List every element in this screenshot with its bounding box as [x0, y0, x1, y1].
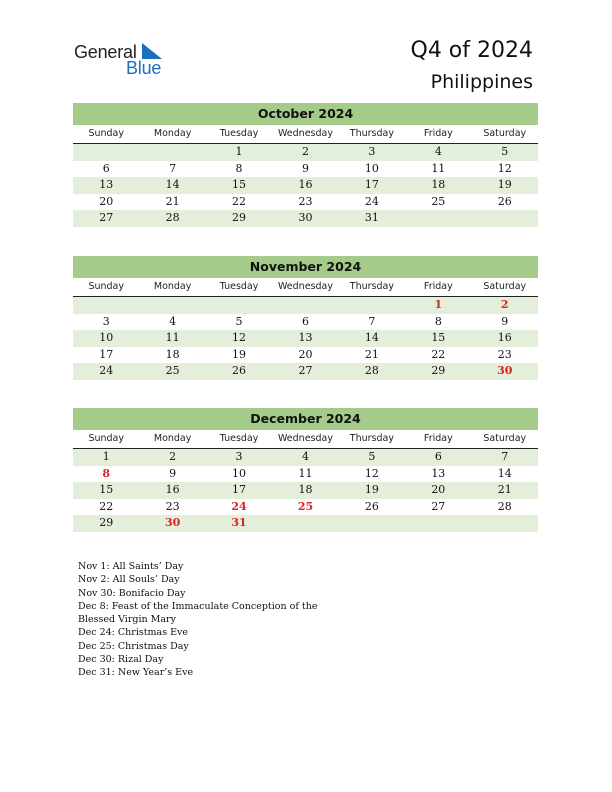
day-cell: 7 [169, 161, 177, 175]
day-cell: 16 [165, 483, 180, 496]
weekday-label: Friday [423, 281, 453, 292]
day-cell: 18 [431, 178, 446, 191]
week-row [73, 144, 538, 161]
weekday-label: Tuesday [219, 281, 259, 292]
empty-day-cell [339, 297, 405, 314]
empty-day-cell [139, 297, 205, 314]
day-cell: 17 [364, 178, 379, 191]
holiday-note: Dec 25: Christmas Day [78, 640, 189, 652]
day-cell: 8 [434, 314, 442, 328]
week-row [73, 161, 538, 178]
day-cell: 2 [301, 145, 309, 158]
day-cell: 30 [164, 516, 181, 529]
holiday-note: Nov 30: Bonifacio Day [78, 587, 186, 599]
day-cell: 12 [497, 161, 512, 175]
day-cell: 23 [165, 499, 180, 513]
weeks [73, 144, 538, 227]
weekday-label: Monday [153, 128, 192, 139]
day-cell: 6 [102, 161, 110, 175]
day-cell: 3 [235, 450, 243, 463]
weekday-label: Monday [153, 433, 192, 444]
weekday-header-row [73, 125, 538, 144]
weekday-label: Thursday [349, 128, 394, 139]
empty-day-cell [472, 210, 538, 227]
day-cell: 9 [169, 466, 177, 480]
weekday-label: Wednesday [277, 128, 333, 139]
logo [74, 42, 174, 78]
day-cell: 4 [301, 450, 309, 463]
day-cell: 28 [497, 499, 512, 513]
empty-day-cell [339, 515, 405, 532]
week-row [73, 347, 538, 364]
day-cell: 1 [434, 298, 443, 311]
weeks [73, 297, 538, 380]
day-cell: 8 [102, 466, 111, 480]
day-cell: 25 [431, 194, 446, 208]
logo-text-general: General [74, 42, 137, 62]
weekday-label: Sunday [88, 433, 124, 444]
empty-day-cell [405, 515, 471, 532]
month-header: October 2024 [73, 103, 538, 125]
day-cell: 27 [99, 211, 114, 224]
day-cell: 14 [497, 466, 512, 480]
day-cell: 4 [434, 145, 442, 158]
day-cell: 13 [99, 178, 114, 191]
month-header: December 2024 [73, 408, 538, 430]
day-cell: 15 [99, 483, 114, 496]
page-title: Q4 of 2024 [410, 38, 533, 63]
week-row [73, 297, 538, 314]
day-cell: 24 [364, 194, 379, 208]
day-cell: 15 [232, 178, 247, 191]
day-cell: 13 [298, 331, 313, 344]
day-cell: 28 [165, 211, 180, 224]
week-row [73, 499, 538, 516]
weekday-label: Tuesday [219, 433, 259, 444]
weekday-header-row [73, 278, 538, 297]
day-cell: 17 [232, 483, 247, 496]
day-cell: 25 [165, 364, 180, 377]
day-cell: 12 [364, 466, 379, 480]
weekday-label: Friday [423, 128, 453, 139]
day-cell: 5 [368, 450, 376, 463]
weeks [73, 449, 538, 532]
day-cell: 5 [235, 314, 243, 328]
day-cell: 22 [431, 347, 446, 361]
empty-day-cell [206, 297, 272, 314]
empty-day-cell [272, 515, 338, 532]
day-cell: 26 [232, 364, 247, 377]
day-cell: 4 [169, 314, 177, 328]
day-cell: 26 [497, 194, 512, 208]
day-cell: 11 [431, 161, 446, 175]
day-cell: 30 [497, 364, 513, 377]
day-cell: 19 [232, 347, 247, 361]
day-cell: 21 [364, 347, 379, 361]
day-cell: 14 [165, 178, 180, 191]
day-cell: 8 [235, 161, 243, 175]
weekday-header-row [73, 430, 538, 449]
day-cell: 5 [501, 145, 509, 158]
day-cell: 13 [431, 466, 446, 480]
day-cell: 25 [297, 499, 314, 513]
day-cell: 20 [298, 347, 313, 361]
weekday-label: Thursday [349, 433, 394, 444]
weekday-label: Sunday [88, 128, 124, 139]
day-cell: 20 [99, 194, 114, 208]
day-cell: 20 [431, 483, 446, 496]
day-cell: 28 [364, 364, 379, 377]
week-row [73, 194, 538, 211]
week-row [73, 330, 538, 347]
weekday-label: Friday [423, 433, 453, 444]
weekday-label: Tuesday [219, 128, 259, 139]
day-cell: 29 [431, 364, 446, 377]
month-december [73, 408, 538, 532]
day-cell: 6 [301, 314, 309, 328]
weekday-label: Thursday [349, 281, 394, 292]
holiday-note: Dec 30: Rizal Day [78, 654, 164, 666]
day-cell: 22 [99, 499, 114, 513]
day-cell: 21 [497, 483, 512, 496]
week-row [73, 177, 538, 194]
day-cell: 24 [99, 364, 114, 377]
day-cell: 24 [231, 499, 247, 513]
day-cell: 3 [368, 145, 376, 158]
week-row [73, 314, 538, 331]
day-cell: 18 [165, 347, 180, 361]
logo-text-blue: Blue [126, 58, 162, 78]
day-cell: 1 [235, 145, 243, 158]
page-subtitle: Philippines [430, 71, 533, 93]
month-header: November 2024 [73, 256, 538, 278]
day-cell: 11 [298, 466, 313, 480]
weekday-label: Sunday [88, 281, 124, 292]
weekday-label: Monday [153, 281, 192, 292]
day-cell: 2 [169, 450, 177, 463]
day-cell: 16 [497, 331, 512, 344]
month-october [73, 103, 538, 227]
day-cell: 15 [431, 331, 446, 344]
day-cell: 9 [301, 161, 309, 175]
week-row [73, 482, 538, 499]
empty-day-cell [472, 515, 538, 532]
weekday-label: Saturday [483, 128, 527, 139]
weekday-label: Saturday [483, 281, 527, 292]
week-row [73, 466, 538, 483]
day-cell: 7 [501, 450, 509, 463]
week-row [73, 515, 538, 532]
day-cell: 26 [364, 499, 379, 513]
weekday-label: Wednesday [277, 433, 333, 444]
day-cell: 29 [232, 211, 247, 224]
holiday-note: Dec 24: Christmas Eve [78, 627, 189, 639]
logo-flag-icon [142, 43, 164, 59]
day-cell: 29 [99, 516, 114, 529]
day-cell: 22 [232, 194, 247, 208]
day-cell: 27 [431, 499, 446, 513]
month-november [73, 256, 538, 380]
day-cell: 10 [232, 466, 247, 480]
holiday-note: Dec 31: New Year’s Eve [78, 667, 194, 679]
empty-day-cell [73, 144, 139, 161]
day-cell: 1 [102, 450, 110, 463]
week-row [73, 363, 538, 380]
weekday-label: Saturday [483, 433, 527, 444]
day-cell: 19 [364, 483, 379, 496]
day-cell: 9 [501, 314, 509, 328]
holiday-note: Nov 2: All Souls’ Day [78, 574, 180, 586]
holiday-note: Nov 1: All Saints’ Day [78, 561, 184, 572]
day-cell: 3 [102, 314, 110, 328]
holiday-note: Dec 8: Feast of the Immaculate Conception of the Blessed Virgin Mary [78, 600, 321, 626]
day-cell: 6 [434, 450, 442, 463]
day-cell: 23 [497, 347, 512, 361]
day-cell: 10 [364, 161, 379, 175]
day-cell: 19 [497, 178, 512, 191]
day-cell: 16 [298, 178, 313, 191]
empty-day-cell [73, 297, 139, 314]
holiday-notes [78, 560, 321, 680]
day-cell: 14 [364, 331, 379, 344]
weekday-label: Wednesday [277, 281, 333, 292]
week-row [73, 449, 538, 466]
day-cell: 7 [368, 314, 376, 328]
day-cell: 17 [99, 347, 114, 361]
empty-day-cell [405, 210, 471, 227]
empty-day-cell [139, 144, 205, 161]
day-cell: 21 [165, 194, 180, 208]
day-cell: 2 [500, 298, 509, 311]
day-cell: 11 [165, 331, 180, 344]
day-cell: 27 [298, 364, 313, 377]
day-cell: 10 [99, 331, 114, 344]
day-cell: 31 [231, 516, 247, 529]
day-cell: 30 [298, 211, 313, 224]
day-cell: 12 [232, 331, 247, 344]
day-cell: 18 [298, 483, 313, 496]
day-cell: 23 [298, 194, 313, 208]
day-cell: 31 [364, 211, 379, 224]
empty-day-cell [272, 297, 338, 314]
week-row [73, 210, 538, 227]
